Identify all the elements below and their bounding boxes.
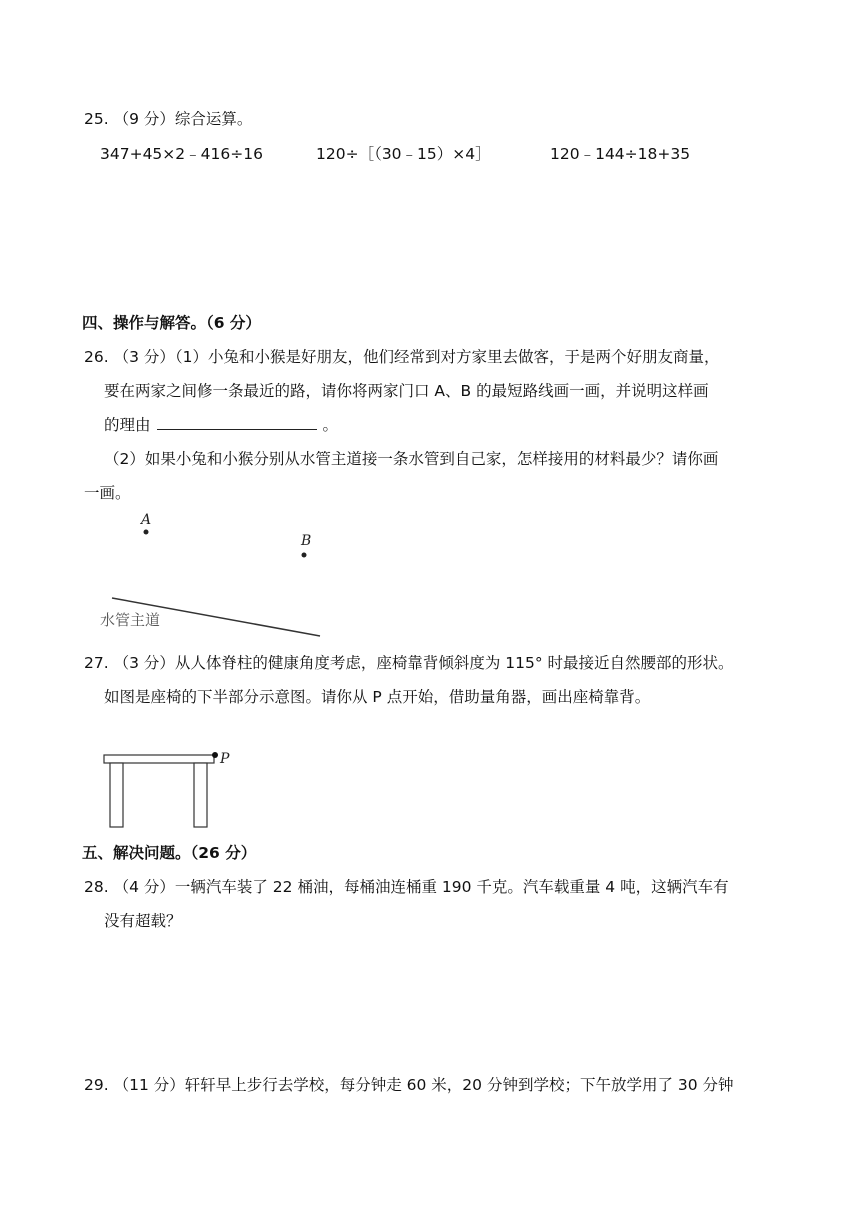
q26-answer-blank[interactable] [157,415,317,430]
q26-line-3 [104,414,338,436]
point-p-label: P [220,751,230,767]
point-a [144,530,149,535]
q27-line-1: 27. （3 分）从人体脊柱的健康角度考虑，座椅靠背倾斜度为 115° 时最接近自然腰部的形状。 [84,654,734,672]
q27-line-2: 如图是座椅的下半部分示意图。请你从 P 点开始，借助量角器，画出座椅靠背。 [104,688,651,706]
point-b [302,553,307,558]
q26-figure [96,508,330,642]
q29-line-1: 29. （11 分）轩轩早上步行去学校，每分钟走 60 米，20 分钟到学校；下午放学用了 30 分钟 [84,1076,734,1094]
q26-reason-label: 的理由 [104,416,151,434]
q25-title: 25. （9 分）综合运算。 [84,110,253,128]
chair-seat [104,755,214,763]
q26-line-2: 要在两家之间修一条最近的路，请你将两家门口 A、B 的最短路线画一画，并说明这样画 [104,382,709,400]
q27-chair-figure [96,745,236,831]
pipe-main-label: 水管主道 [100,611,161,629]
point-p [212,752,218,758]
q28-line-1: 28. （4 分）一辆汽车装了 22 桶油，每桶油连桶重 190 千克。汽车载重量 4 吨，这辆汽车有 [84,878,729,896]
q28-line-2: 没有超载？ [104,912,182,930]
q26-line-1: 26. （3 分）（1）小兔和小猴是好朋友，他们经常到对方家里去做客，于是两个好朋友商量， [84,348,720,366]
point-b-label: B [301,533,312,549]
section-4-heading: 四、操作与解答。（6 分） [82,314,261,332]
q26-line-3-end: 。 [322,416,339,434]
q26-line-5: 一画。 [84,484,131,502]
point-a-label: A [141,512,152,528]
q25-expression-2: 120÷［（30﹣15）×4］ [316,145,491,163]
q26-line-4: （2）如果小兔和小猴分别从水管主道接一条水管到自己家，怎样接用的材料最少？请你画 [104,450,719,468]
chair-leg-right [194,763,207,827]
section-5-heading: 五、解决问题。（26 分） [82,844,257,862]
q25-expression-3: 120﹣144÷18+35 [550,145,691,163]
q25-expression-1: 347+45×2﹣416÷16 [100,145,263,163]
chair-leg-left [110,763,123,827]
